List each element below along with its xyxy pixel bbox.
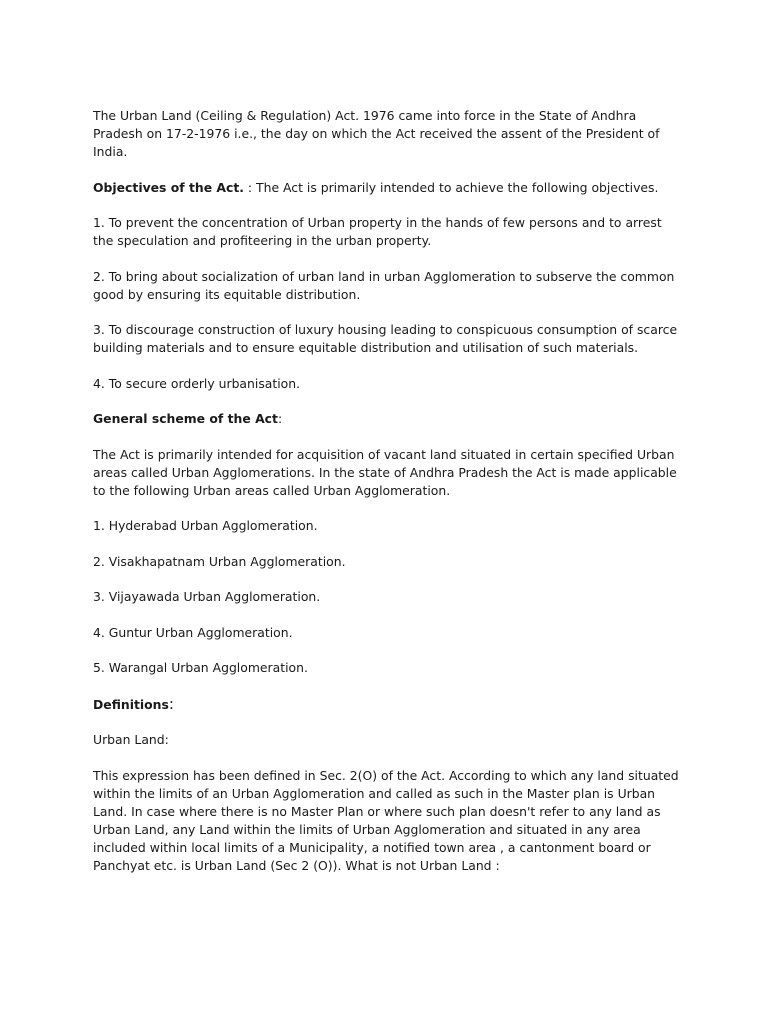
document-page (93, 107, 683, 892)
general-scheme-heading-line (93, 410, 683, 428)
intro-paragraph: The Urban Land (Ceiling & Regulation) Act. 1976 came into force in the State of Andhra Pradesh on 17-2-1976 i.e., the day on which the Act received the assent of the President of India. (93, 108, 660, 159)
urban-land-definition-paragraph: This expression has been defined in Sec. 2(O) of the Act. According to which any land situated within the limits of an Urban Agglomeration and called as such in the Master plan is Urban Land. In case where there is no Master Plan or where such plan doesn't refer to any land as Urban Land, any Land within the limits of Urban Agglomeration and situated in any area included within local limits of a Municipality, a notified town area , a cantonment board or Panchyat etc. is Urban Land (Sec 2 (O)). What is not Urban Land : (93, 767, 679, 873)
urban-land-subheading: Urban Land: (93, 732, 169, 747)
agglomeration-item: 1. Hyderabad Urban Agglomeration. (93, 518, 318, 533)
agglomeration-item: 2. Visakhapatnam Urban Agglomeration. (93, 553, 346, 569)
agglomeration-item: 3. Vijayawada Urban Agglomeration. (93, 589, 321, 604)
objective-item: 1. To prevent the concentration of Urban property in the hands of few persons and to arrest the speculation and profiteering in the urban property. (93, 215, 662, 248)
objectives-heading: Objectives of the Act. (93, 179, 244, 195)
general-scheme-heading: General scheme of the Act (93, 411, 278, 426)
objective-item: 3. To discourage construction of luxury housing leading to conspicuous consumption of scarce building materials and to ensure equitable distribution and utilisation of such materials. (93, 322, 678, 355)
agglomeration-item: 4. Guntur Urban Agglomeration. (93, 624, 293, 640)
objectives-intro-text: : The Act is primarily intended to achieve the following objectives. (243, 179, 659, 195)
general-scheme-paragraph: The Act is primarily intended for acquisition of vacant land situated in certain specified Urban areas called Urban Agglomerations. In the state of Andhra Pradesh the Act is made applicable to the following Urban areas called Urban Agglomeration. (93, 446, 677, 498)
definitions-heading: Definitions (93, 696, 169, 712)
definitions-heading-line (93, 695, 683, 714)
general-scheme-colon: : (277, 411, 283, 426)
definitions-colon: : (168, 694, 174, 713)
objectives-heading-line (93, 179, 683, 197)
objective-item: 4. To secure orderly urbanisation. (93, 375, 301, 391)
agglomeration-item: 5. Warangal Urban Agglomeration. (93, 660, 308, 675)
objective-item: 2. To bring about socialization of urban land in urban Agglomeration to subserve the common good by ensuring its equitable distribution. (93, 268, 675, 302)
